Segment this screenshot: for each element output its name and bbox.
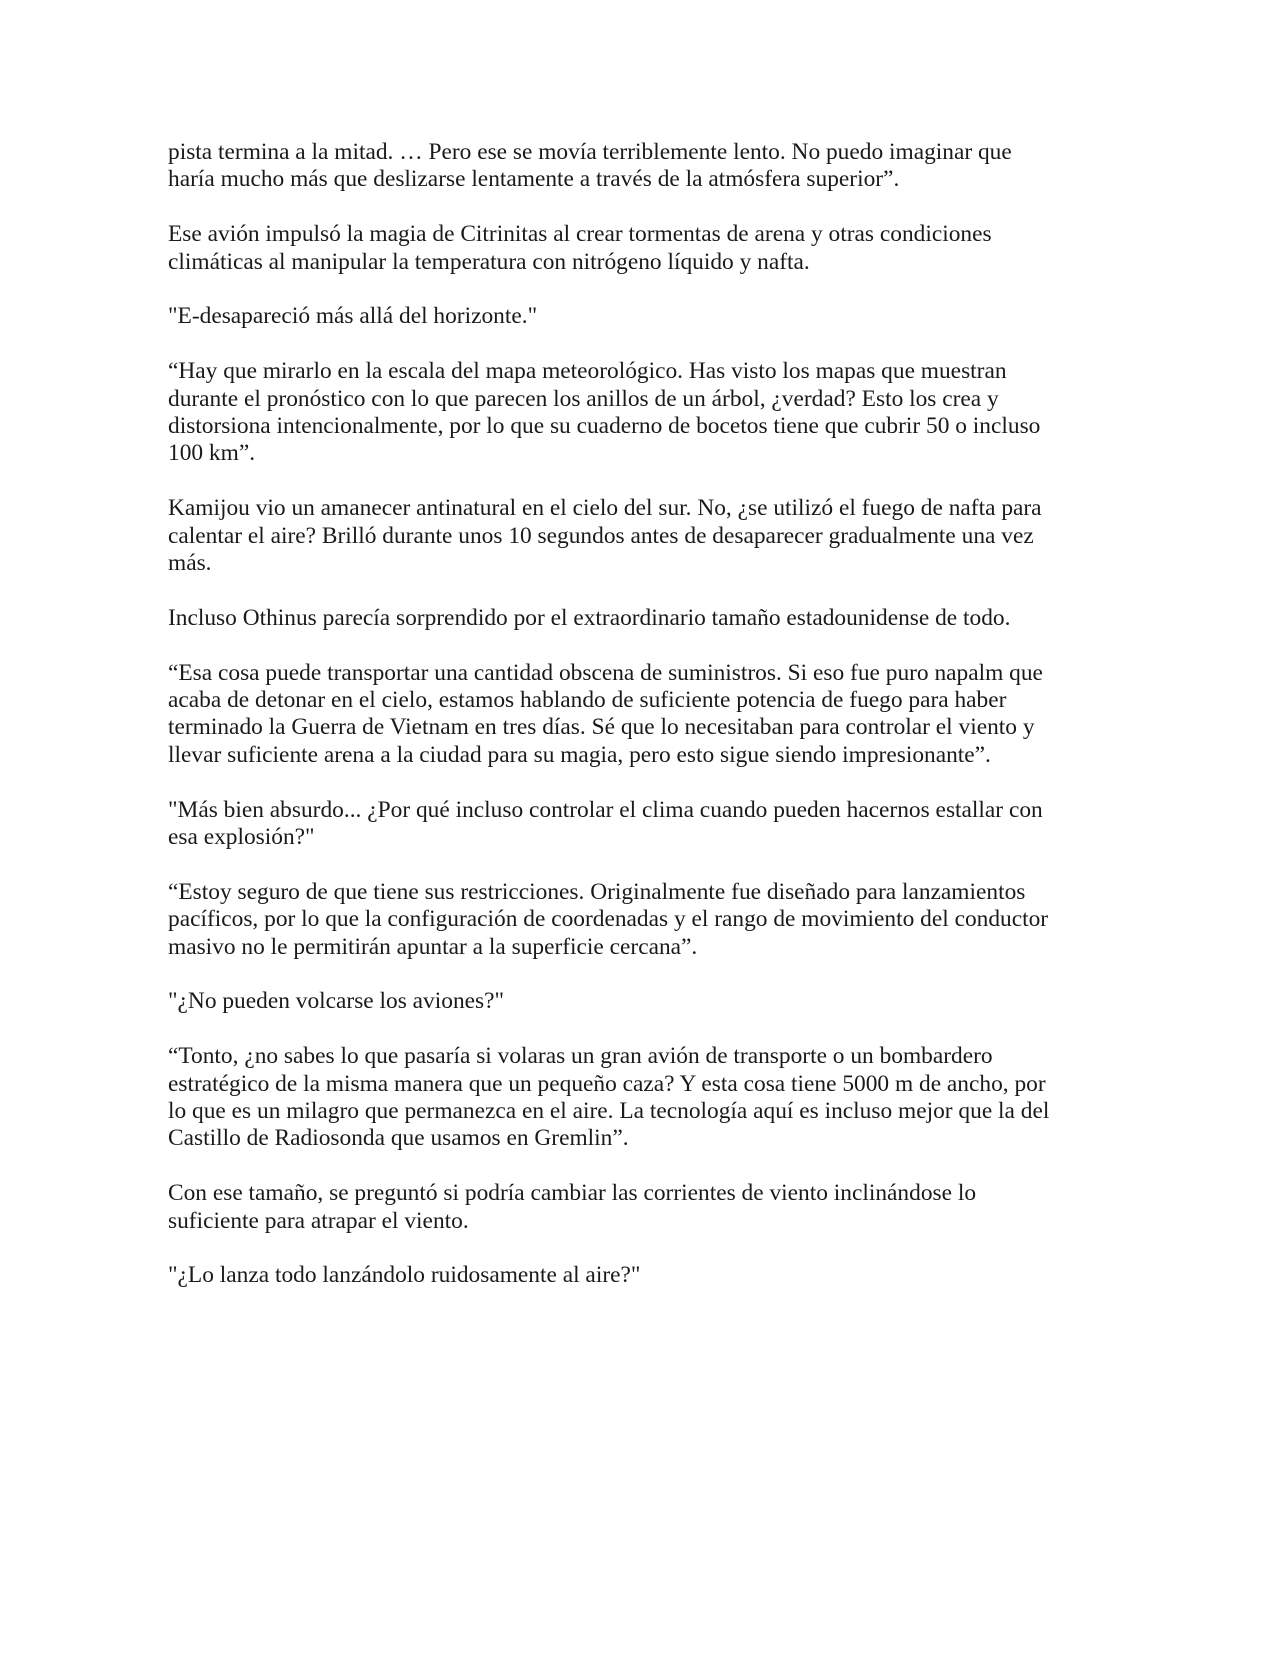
paragraph: Kamijou vio un amanecer antinatural en el cielo del sur. No, ¿se utilizó el fuego de nafta para calentar el aire? Brilló durante unos 10 segundos antes de desaparecer gradualmente una vez más. [168,495,1042,577]
paragraph: "¿Lo lanza todo lanzándolo ruidosamente al aire?" [168,1262,641,1289]
paragraph: “Hay que mirarlo en la escala del mapa meteorológico. Has visto los mapas que muestran durante el pronóstico con lo que parecen los anillos de un árbol, ¿verdad? Esto los crea y distorsiona intencionalmente, por lo que su cuaderno de bocetos tiene que cubrir 50 o incluso 100 km”. [168,358,1041,467]
paragraph: Ese avión impulsó la magia de Citrinitas al crear tormentas de arena y otras condiciones climáticas al manipular la temperatura con nitrógeno líquido y nafta. [168,221,992,275]
document-body [168,139,1058,1317]
paragraph: “Estoy seguro de que tiene sus restricciones. Originalmente fue diseñado para lanzamientos pacíficos, por lo que la configuración de coordenadas y el rango de movimiento del conductor masivo no le permitirán apuntar a la superficie cercana”. [168,878,1049,960]
paragraph: “Tonto, ¿no sabes lo que pasaría si volaras un gran avión de transporte o un bombardero estratégico de la misma manera que un pequeño caza? Y esta cosa tiene 5000 m de ancho, por lo que es un milagro que permanezca en el aire. La tecnología aquí es incluso mejor que la del Castillo de Radiosonda que usamos en Gremlin”. [168,1043,1050,1152]
paragraph: Con ese tamaño, se preguntó si podría cambiar las corrientes de viento inclinándose lo suficiente para atrapar el viento. [168,1180,977,1234]
paragraph: "¿No pueden volcarse los aviones?" [168,988,505,1015]
paragraph: “Esa cosa puede transportar una cantidad obscena de suministros. Si eso fue puro napalm que acaba de detonar en el cielo, estamos hablando de suficiente potencia de fuego para haber terminado la Guerra de Vietnam en tres días. Sé que lo necesitaban para controlar el viento y llevar suficiente arena a la ciudad para su magia, pero esto sigue siendo impresionante”. [168,659,1043,768]
paragraph: pista termina a la mitad. … Pero ese se movía terriblemente lento. No puedo imaginar que haría mucho más que deslizarse lentamente a través de la atmósfera superior”. [168,139,1012,193]
paragraph: Incluso Othinus parecía sorprendido por el extraordinario tamaño estadounidense de todo. [168,604,1011,631]
paragraph: "E-desapareció más allá del horizonte." [168,303,538,330]
paragraph: "Más bien absurdo... ¿Por qué incluso controlar el clima cuando pueden hacernos estallar con esa explosión?" [168,796,1043,851]
